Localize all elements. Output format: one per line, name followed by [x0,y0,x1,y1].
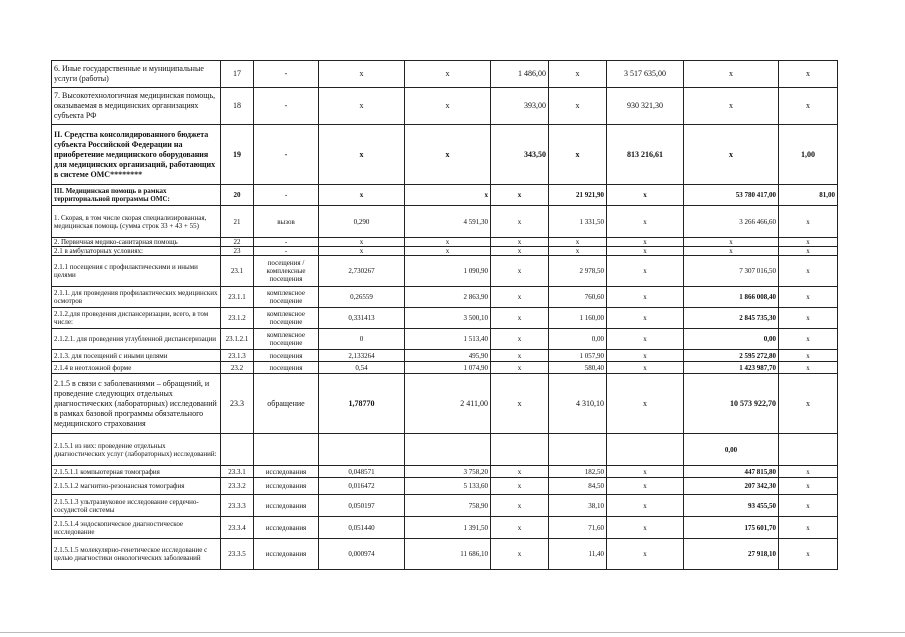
cell-v1: 0,000974 [319,539,405,570]
cell-v6: 0,00 [684,329,779,350]
row-unit: - [254,247,319,256]
row-number: 23.1.3 [221,350,254,362]
cell-v1: 0,331413 [319,308,405,329]
cell-v7: x [779,61,838,88]
row-name: II. Средства консолидированного бюджета субъекта Российской Федерации на приобретение медицинского оборудования для медицинских организаций, работающих в системе ОМС******** [52,125,221,185]
row-unit: комплексное посещение [254,329,319,350]
cell-v5: x [607,478,684,495]
row-name: 2.1.5.1.4 эндоскопическое диагностическое исследование [52,517,221,539]
row-number: 23.3.4 [221,517,254,539]
cell-v2: 1 074,90 [405,362,491,374]
row-number: 23.2 [221,362,254,374]
row-name: 2.1.5.1.3 ультразвуковое исследование сердечно-сосудистой системы [52,495,221,517]
cell-v7: x [779,517,838,539]
cell-v6: 1 423 987,70 [684,362,779,374]
row-name: 2.1.3. для посещений с иными целями [52,350,221,362]
row-unit: исследования [254,495,319,517]
cell-v4: 2 978,50 [549,256,607,287]
row-name: 2.1.5 в связи с заболеваниями – обращений, и проведение следующих отдельных диагностических (лабораторных) исследований в рамках базовой программы обязательного медицинского страхования [52,374,221,434]
cell-v4: 1 160,00 [549,308,607,329]
row-unit: исследования [254,539,319,570]
row-unit: посещения [254,350,319,362]
row-name: 2.1.2.для проведения диспансеризации, всего, в том числе: [52,308,221,329]
cell-v5: 930 321,30 [607,88,684,125]
cell-v3: x [491,466,549,478]
cell-v2: 495,90 [405,350,491,362]
row-unit: исследования [254,466,319,478]
cell-v5 [607,434,684,466]
cell-v1: 0,26559 [319,287,405,308]
table-row [52,466,838,478]
table-row [52,434,838,466]
cell-v7: x [779,287,838,308]
row-number: 23.3.1 [221,466,254,478]
cell-v2: 11 686,10 [405,539,491,570]
cell-v7: 1,00 [779,125,838,185]
row-name: III. Медицинская помощь в рамках территориальной программы ОМС: [52,185,221,206]
cell-v4: x [549,125,607,185]
cell-v7: x [779,362,838,374]
row-name: 2.1.2.1. для проведения углубленной диспансеризации [52,329,221,350]
cell-v5: 3 517 635,00 [607,61,684,88]
cell-v3: x [491,185,549,206]
cell-v6: 2 595 272,80 [684,350,779,362]
cell-v1: x [319,238,405,247]
cell-v2: 1 391,50 [405,517,491,539]
cell-v6: x [684,247,779,256]
table-row [52,374,838,434]
cell-v3: 1 486,00 [491,61,549,88]
cell-v5: x [607,256,684,287]
cell-v5: x [607,329,684,350]
row-unit: исследования [254,478,319,495]
cell-v2: 5 133,60 [405,478,491,495]
row-unit: комплексное посещение [254,308,319,329]
row-name: 7. Высокотехнологичная медицинская помощь, оказываемая в медицинских организациях субъекта РФ [52,88,221,125]
cell-v3: x [491,308,549,329]
cell-v7: x [779,247,838,256]
cell-v6: 93 455,50 [684,495,779,517]
cell-v3: x [491,539,549,570]
row-number: 22 [221,238,254,247]
cell-v3: x [491,256,549,287]
cell-v6: 175 601,70 [684,517,779,539]
cell-v7: x [779,539,838,570]
cell-v1: 0,016472 [319,478,405,495]
cell-v4: 580,40 [549,362,607,374]
cell-v5: x [607,287,684,308]
cell-v4: 71,60 [549,517,607,539]
cell-v1: x [319,247,405,256]
row-number: 20 [221,185,254,206]
table-row [52,308,838,329]
cell-v1: 0,048571 [319,466,405,478]
row-number: 21 [221,206,254,238]
row-number: 23.1.2.1 [221,329,254,350]
cell-v3: x [491,362,549,374]
row-unit: - [254,185,319,206]
cell-v2: x [405,238,491,247]
cell-v3: x [491,517,549,539]
cell-v3: x [491,238,549,247]
cell-v6: 10 573 922,70 [684,374,779,434]
cell-v2: x [405,88,491,125]
cell-v2: 758,90 [405,495,491,517]
cell-v4 [549,434,607,466]
cell-v5: x [607,247,684,256]
cell-v3: 393,00 [491,88,549,125]
cell-v6: 53 780 417,00 [684,185,779,206]
row-unit: посещения [254,362,319,374]
cell-v6: x [684,88,779,125]
cell-v6: 1 866 008,40 [684,287,779,308]
cell-v7 [779,434,838,466]
row-number: 23.1 [221,256,254,287]
row-name: 2.1.5.1.1 компьютерная томография [52,466,221,478]
cell-v5: x [607,539,684,570]
cell-v3: x [491,374,549,434]
cell-v6: 207 342,30 [684,478,779,495]
cell-v6: 2 845 735,30 [684,308,779,329]
cell-v1: 0,051440 [319,517,405,539]
cell-v3: x [491,350,549,362]
row-name: 2.1.1. для проведения профилактических медицинских осмотров [52,287,221,308]
cell-v1: x [319,185,405,206]
table-row [52,125,838,185]
row-name: 2.1.5.1.5 молекулярно-генетическое исследование с целью диагностики онкологических заболеваний [52,539,221,570]
row-number: 19 [221,125,254,185]
cell-v3: x [491,329,549,350]
table-row [52,185,838,206]
row-name: 2.1 в амбулаторных условиях: [52,247,221,256]
table-row [52,495,838,517]
cell-v7: x [779,206,838,238]
table-row [52,206,838,238]
cell-v4: 11,40 [549,539,607,570]
cell-v2 [405,434,491,466]
table-row [52,329,838,350]
table-row [52,247,838,256]
row-name: 2.1.1 посещения с профилактическими и иными целями [52,256,221,287]
cell-v1: 0 [319,329,405,350]
row-unit: - [254,125,319,185]
cell-v5: x [607,206,684,238]
cell-v2: 3 758,20 [405,466,491,478]
cell-v7: x [779,495,838,517]
cell-v3: 343,50 [491,125,549,185]
cell-v1: x [319,61,405,88]
row-number: 17 [221,61,254,88]
cell-v2: 1 513,40 [405,329,491,350]
row-name: 2.1.5.1 из них: проведение отдельных диагностических услуг (лабораторных) исследований: [52,434,221,466]
row-unit: посещения / комплексные посещения [254,256,319,287]
row-number: 23.3 [221,374,254,434]
cell-v4: 1 331,50 [549,206,607,238]
cell-v6: x [684,125,779,185]
cell-v7: 81,00 [779,185,838,206]
cell-v5: x [607,517,684,539]
cell-v7: x [779,329,838,350]
cell-v3: x [491,247,549,256]
row-name: 1. Скорая, в том числе скорая специализированная, медицинская помощь (сумма строк 33 + 43 + 55) [52,206,221,238]
cell-v4: x [549,88,607,125]
cell-v2: x [405,61,491,88]
cell-v1: 2,730267 [319,256,405,287]
table-row [52,350,838,362]
cell-v4: 0,00 [549,329,607,350]
cell-v6: x [684,238,779,247]
cell-v1: 0,290 [319,206,405,238]
cell-v7: x [779,350,838,362]
row-name: 6. Иные государственные и муниципальные услуги (работы) [52,61,221,88]
cell-v5: x [607,308,684,329]
cell-v4: 84,50 [549,478,607,495]
cell-v2: 4 591,30 [405,206,491,238]
cell-v5: 813 216,61 [607,125,684,185]
cell-v5: x [607,495,684,517]
cell-v6: x [684,61,779,88]
cell-v6: 27 918,10 [684,539,779,570]
cell-v5: x [607,350,684,362]
cell-v7: x [779,466,838,478]
table-row [52,256,838,287]
cell-v7: x [779,308,838,329]
cell-v1: 2,133264 [319,350,405,362]
row-name: 2.1.4 в неотложной форме [52,362,221,374]
row-number: 23.1.1 [221,287,254,308]
cell-v7: x [779,238,838,247]
cell-v6: 3 266 466,60 [684,206,779,238]
table-row [52,539,838,570]
row-unit: - [254,238,319,247]
cell-v3: x [491,478,549,495]
cell-v1: 0,54 [319,362,405,374]
row-name: 2. Первичная медико-санитарная помощь [52,238,221,247]
row-unit: обращение [254,374,319,434]
cell-v1: x [319,125,405,185]
cell-v1: 1,78770 [319,374,405,434]
cell-v3 [491,434,549,466]
table-row [52,238,838,247]
row-number: 23.3.5 [221,539,254,570]
table-row [52,61,838,88]
row-number [221,434,254,466]
cell-v2: 1 090,90 [405,256,491,287]
table-row [52,478,838,495]
cell-v1: 0,050197 [319,495,405,517]
row-number: 23.3.3 [221,495,254,517]
row-number: 18 [221,88,254,125]
row-unit [254,434,319,466]
cell-v5: x [607,374,684,434]
cell-v5: x [607,238,684,247]
cell-v4: x [549,247,607,256]
cell-v4: 760,60 [549,287,607,308]
row-unit: комплексное посещение [254,287,319,308]
table-row [52,287,838,308]
cell-v7: x [779,256,838,287]
cell-v4: 21 921,90 [549,185,607,206]
cell-v4: 38,10 [549,495,607,517]
cell-v2: x [405,185,491,206]
cell-v4: x [549,238,607,247]
row-unit: - [254,88,319,125]
cell-v5: x [607,362,684,374]
row-number: 23 [221,247,254,256]
cell-v2: x [405,247,491,256]
cell-v4: 4 310,10 [549,374,607,434]
cell-v5: x [607,466,684,478]
cell-v4: 182,50 [549,466,607,478]
row-name: 2.1.5.1.2 магнитно-резонансная томография [52,478,221,495]
table-row [52,88,838,125]
cell-v4: x [549,61,607,88]
cell-v3: x [491,495,549,517]
table-row [52,517,838,539]
row-unit: - [254,61,319,88]
cell-v5: x [607,185,684,206]
cell-v7: x [779,88,838,125]
document-page [51,60,837,570]
cell-v6: 447 815,80 [684,466,779,478]
row-unit: исследования [254,517,319,539]
cell-v2: x [405,125,491,185]
cell-v4: 1 057,90 [549,350,607,362]
cell-v6: 7 307 016,50 [684,256,779,287]
cell-v2: 2 411,00 [405,374,491,434]
cell-v7: x [779,478,838,495]
cell-v6: 0,00 [684,434,779,466]
cell-v3: x [491,287,549,308]
row-unit: вызов [254,206,319,238]
cell-v2: 3 500,10 [405,308,491,329]
cell-v7: x [779,374,838,434]
cell-v3: x [491,206,549,238]
budget-table [51,60,838,570]
table-row [52,362,838,374]
cell-v1 [319,434,405,466]
cell-v2: 2 863,90 [405,287,491,308]
page-bottom-rule [0,632,905,633]
row-number: 23.1.2 [221,308,254,329]
cell-v1: x [319,88,405,125]
row-number: 23.3.2 [221,478,254,495]
